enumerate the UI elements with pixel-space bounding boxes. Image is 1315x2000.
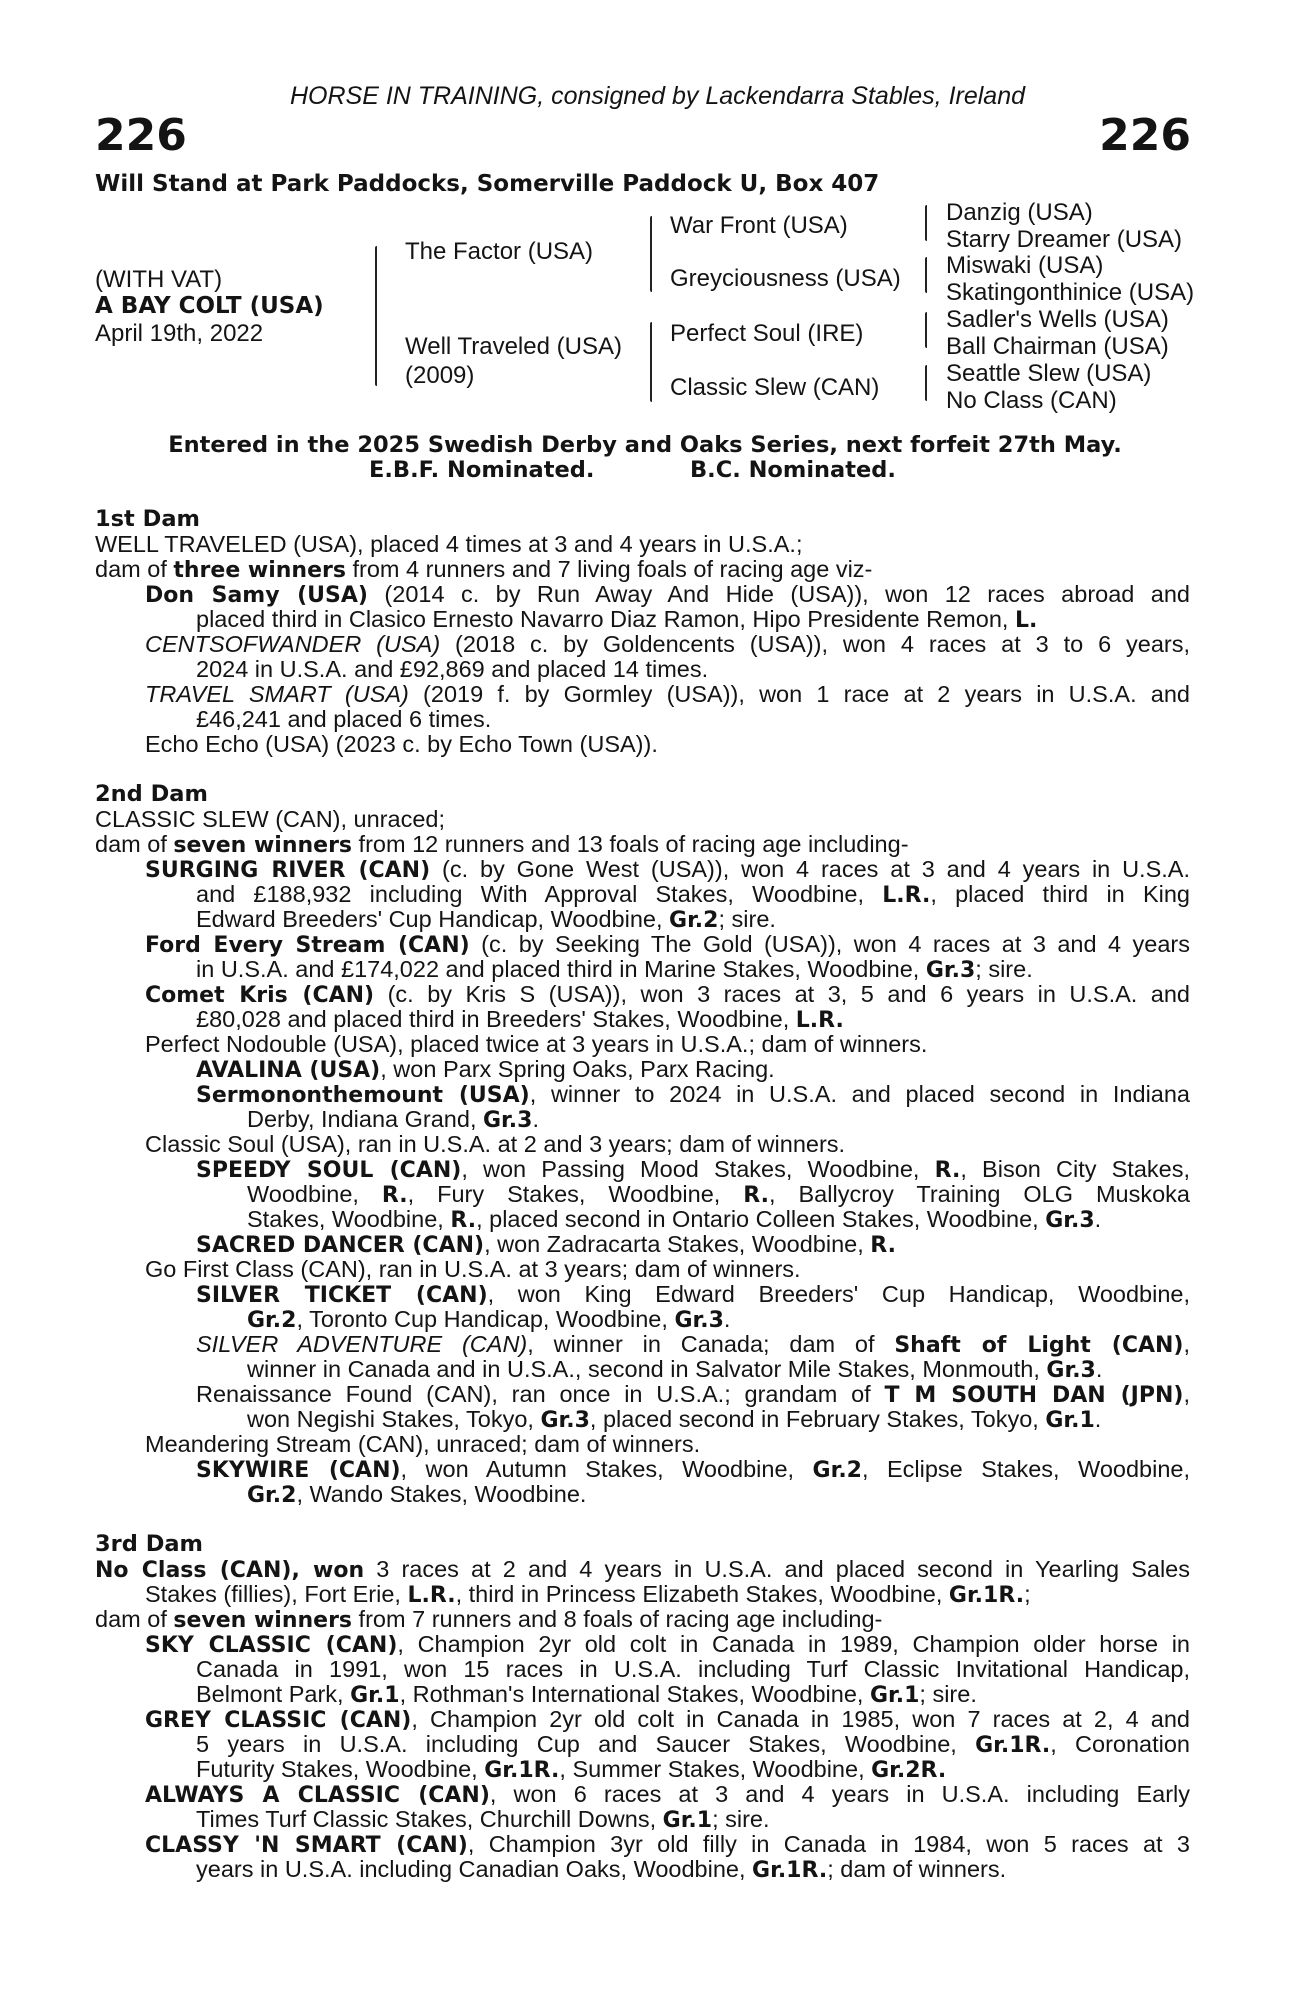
sky-classic-cont: Canada in 1991, won 15 races in U.S.A. including Turf Classic Invitational Handicap, xyxy=(196,1657,1190,1682)
comet-kris-cont: £80,028 and placed third in Breeders' Stakes, Woodbine, L.R. xyxy=(196,1006,844,1033)
silver-adventure: SILVER ADVENTURE (CAN), winner in Canada; dam of Shaft of Light (CAN), xyxy=(196,1332,1190,1357)
classy-n-smart-cont: years in U.S.A. including Canadian Oaks, Woodbine, Gr.1R.; dam of winners. xyxy=(196,1856,1007,1883)
consignment-header: HORSE IN TRAINING, consigned by Lackendarra Stables, Ireland xyxy=(289,82,1026,110)
no-class: No Class (CAN), won 3 races at 2 and 4 years in U.S.A. and placed second in Yearling Sales xyxy=(95,1557,1190,1582)
dam-dam: Classic Slew (CAN) xyxy=(670,374,880,401)
bc-note: B.C. Nominated. xyxy=(690,457,896,483)
second-dam-heading: 2nd Dam xyxy=(95,781,208,807)
renaissance-found: Renaissance Found (CAN), ran once in U.S.A.; grandam of T M SOUTH DAN (JPN), xyxy=(196,1382,1190,1407)
dam-brace xyxy=(650,322,652,402)
produce-travel-smart: TRAVEL SMART (USA) (2019 f. by Gormley (USA)), won 1 race at 2 years in U.S.A. and xyxy=(145,682,1190,707)
brace-3 xyxy=(925,312,927,348)
ss-dam: Starry Dreamer (USA) xyxy=(946,226,1183,253)
lot-number-left: 226 xyxy=(95,110,187,161)
skywire: SKYWIRE (CAN), won Autumn Stakes, Woodbine, Gr.2, Eclipse Stakes, Woodbine, xyxy=(196,1457,1190,1482)
horse-name: A BAY COLT (USA) xyxy=(95,293,324,319)
meandering-stream: Meandering Stream (CAN), unraced; dam of winners. xyxy=(145,1431,701,1457)
grey-classic-cont: 5 years in U.S.A. including Cup and Saucer Stakes, Woodbine, Gr.1R., Coronation xyxy=(196,1732,1190,1757)
foaling-date: April 19th, 2022 xyxy=(95,320,264,347)
classic-soul: Classic Soul (USA), ran in U.S.A. at 2 and 3 years; dam of winners. xyxy=(145,1131,846,1157)
first-dam-line: WELL TRAVELED (USA), placed 4 times at 3 and 4 years in U.S.A.; xyxy=(95,531,803,557)
surging-river-cont: and £188,932 including With Approval Stakes, Woodbine, L.R., placed third in King xyxy=(196,882,1190,907)
dd-sire: Seattle Slew (USA) xyxy=(946,360,1152,387)
speedy-soul: SPEEDY SOUL (CAN), won Passing Mood Stakes, Woodbine, R., Bison City Stakes, xyxy=(196,1157,1190,1182)
third-dam-heading: 3rd Dam xyxy=(95,1531,203,1557)
speedy-soul-cont: Woodbine, R., Fury Stakes, Woodbine, R., Ballycroy Training OLG Muskoka xyxy=(247,1182,1190,1207)
grey-classic: GREY CLASSIC (CAN), Champion 2yr old colt in Canada in 1985, won 7 races at 2, 4 and xyxy=(145,1707,1190,1732)
entry-note: Entered in the 2025 Swedish Derby and Oaks Series, next forfeit 27th May. xyxy=(168,432,1122,458)
pedigree-brace xyxy=(375,246,377,386)
ds-sire: Sadler's Wells (USA) xyxy=(946,306,1169,333)
sire-brace xyxy=(650,216,652,292)
produce-don-samy-cont: placed third in Clasico Ernesto Navarro Diaz Ramon, Hipo Presidente Remon, L. xyxy=(196,606,1038,633)
brace-4 xyxy=(925,365,927,401)
always-a-classic-cont: Times Turf Classic Stakes, Churchill Downs, Gr.1; sire. xyxy=(196,1806,770,1833)
sd-dam: Skatingonthinice (USA) xyxy=(946,279,1195,306)
no-class-cont: Stakes (fillies), Fort Erie, L.R., third in Princess Elizabeth Stakes, Woodbine, Gr.1R.; xyxy=(145,1581,1031,1608)
third-dam-produce: dam of seven winners from 7 runners and 8 foals of racing age including- xyxy=(95,1606,883,1633)
go-first-class: Go First Class (CAN), ran in U.S.A. at 3 years; dam of winners. xyxy=(145,1256,801,1282)
sire-sire: War Front (USA) xyxy=(670,212,848,239)
sire-dam: Greyciousness (USA) xyxy=(670,265,901,292)
produce-travel-smart-cont: £46,241 and placed 6 times. xyxy=(196,706,492,732)
stand-location: Will Stand at Park Paddocks, Somerville Paddock U, Box 407 xyxy=(95,171,880,197)
brace-1 xyxy=(925,205,927,241)
comet-kris: Comet Kris (CAN) (c. by Kris S (USA)), won 3 races at 3, 5 and 6 years in U.S.A. and xyxy=(145,982,1190,1007)
perfect-nodouble: Perfect Nodouble (USA), placed twice at 3 years in U.S.A.; dam of winners. xyxy=(145,1031,928,1057)
dam-year: (2009) xyxy=(405,362,475,389)
second-dam-line: CLASSIC SLEW (CAN), unraced; xyxy=(95,806,445,832)
first-dam-heading: 1st Dam xyxy=(95,506,200,532)
dd-dam: No Class (CAN) xyxy=(946,387,1117,414)
classy-n-smart: CLASSY 'N SMART (CAN), Champion 3yr old filly in Canada in 1984, won 5 races at 3 xyxy=(145,1832,1190,1857)
speedy-soul-cont2: Stakes, Woodbine, R., placed second in Ontario Colleen Stakes, Woodbine, Gr.3. xyxy=(247,1206,1102,1233)
ebf-note: E.B.F. Nominated. xyxy=(369,457,595,483)
dam-name: Well Traveled (USA) xyxy=(405,333,622,360)
sire-name: The Factor (USA) xyxy=(405,238,594,265)
second-dam-produce: dam of seven winners from 12 runners and 13 foals of racing age including- xyxy=(95,831,909,858)
lot-number-right: 226 xyxy=(1099,110,1191,161)
produce-don-samy: Don Samy (USA) (2014 c. by Run Away And Hide (USA)), won 12 races abroad and xyxy=(145,582,1190,607)
ford-every-stream: Ford Every Stream (CAN) (c. by Seeking The Gold (USA)), won 4 races at 3 and 4 years xyxy=(145,932,1190,957)
surging-river: SURGING RIVER (CAN) (c. by Gone West (USA)), won 4 races at 3 and 4 years in U.S.A. xyxy=(145,857,1190,882)
produce-centsofwander: CENTSOFWANDER (USA) (2018 c. by Goldencents (USA)), won 4 races at 3 to 6 years, xyxy=(145,632,1190,657)
renaissance-found-cont: won Negishi Stakes, Tokyo, Gr.3, placed second in February Stakes, Tokyo, Gr.1. xyxy=(247,1406,1102,1433)
silver-ticket-cont: Gr.2, Toronto Cup Handicap, Woodbine, Gr.3. xyxy=(247,1306,731,1333)
avalina: AVALINA (USA), won Parx Spring Oaks, Parx Racing. xyxy=(196,1056,775,1083)
dam-sire: Perfect Soul (IRE) xyxy=(670,320,864,347)
sky-classic: SKY CLASSIC (CAN), Champion 2yr old colt in Canada in 1989, Champion older horse in xyxy=(145,1632,1190,1657)
ds-dam: Ball Chairman (USA) xyxy=(946,333,1169,360)
silver-ticket: SILVER TICKET (CAN), won King Edward Breeders' Cup Handicap, Woodbine, xyxy=(196,1282,1190,1307)
sermononthemount: Sermononthemount (USA), winner to 2024 in U.S.A. and placed second in Indiana xyxy=(196,1082,1190,1107)
produce-centsofwander-cont: 2024 in U.S.A. and £92,869 and placed 14 times. xyxy=(196,656,709,682)
ford-every-stream-cont: in U.S.A. and £174,022 and placed third in Marine Stakes, Woodbine, Gr.3; sire. xyxy=(196,956,1033,983)
skywire-cont: Gr.2, Wando Stakes, Woodbine. xyxy=(247,1481,587,1508)
ss-sire: Danzig (USA) xyxy=(946,199,1093,226)
sky-classic-cont2: Belmont Park, Gr.1, Rothman's International Stakes, Woodbine, Gr.1; sire. xyxy=(196,1681,977,1708)
sermononthemount-cont: Derby, Indiana Grand, Gr.3. xyxy=(247,1106,539,1133)
sd-sire: Miswaki (USA) xyxy=(946,252,1104,279)
silver-adventure-cont: winner in Canada and in U.S.A., second in Salvator Mile Stakes, Monmouth, Gr.3. xyxy=(247,1356,1103,1383)
sacred-dancer: SACRED DANCER (CAN), won Zadracarta Stakes, Woodbine, R. xyxy=(196,1231,897,1258)
brace-2 xyxy=(925,257,927,293)
vat-label: (WITH VAT) xyxy=(95,266,223,293)
always-a-classic: ALWAYS A CLASSIC (CAN), won 6 races at 3 and 4 years in U.S.A. including Early xyxy=(145,1782,1190,1807)
produce-echo-echo: Echo Echo (USA) (2023 c. by Echo Town (USA)). xyxy=(145,731,658,757)
first-dam-produce: dam of three winners from 4 runners and 7 living foals of racing age viz- xyxy=(95,556,873,583)
surging-river-cont2: Edward Breeders' Cup Handicap, Woodbine, Gr.2; sire. xyxy=(196,906,776,933)
grey-classic-cont2: Futurity Stakes, Woodbine, Gr.1R., Summer Stakes, Woodbine, Gr.2R. xyxy=(196,1756,947,1783)
